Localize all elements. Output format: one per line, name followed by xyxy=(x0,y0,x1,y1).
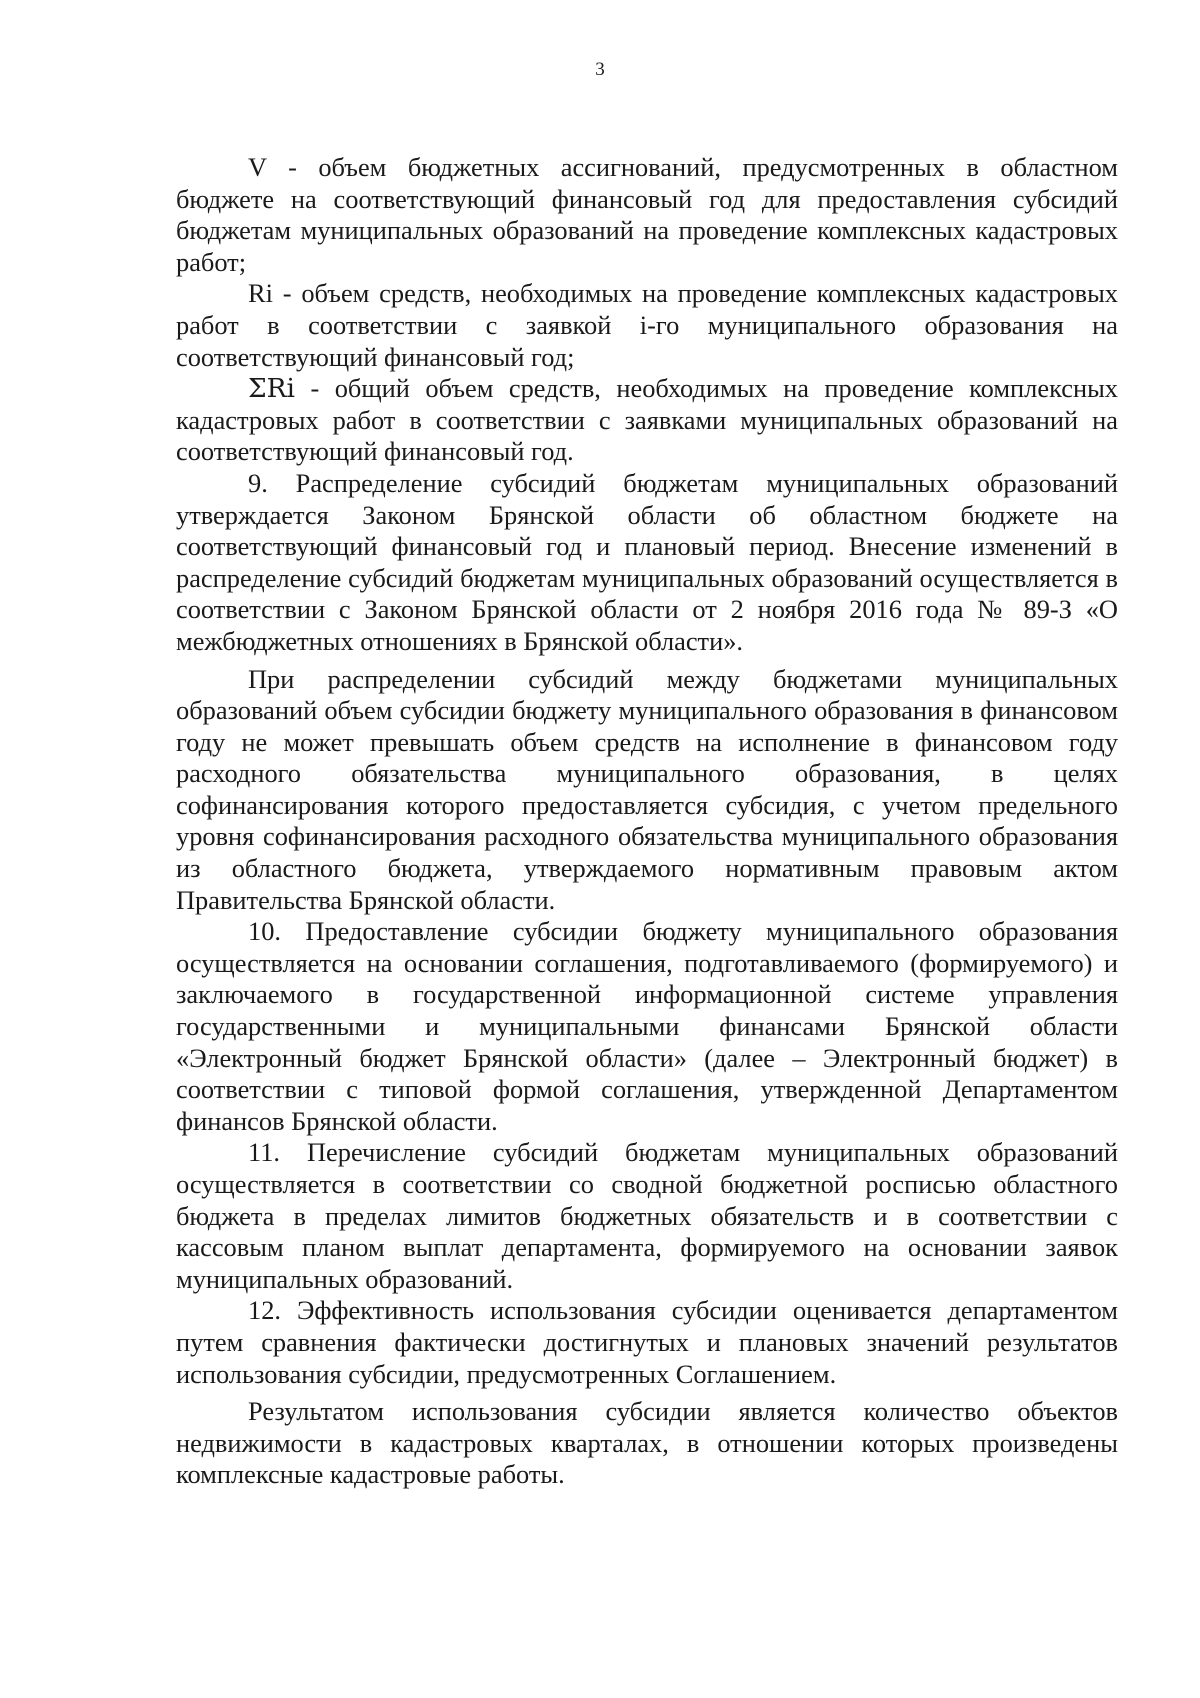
sum-ri-text: - общий объем средств, необходимых на проведение комплексных кадастровых работ в соответствии с заявками муниципальных образований на соответствующий финансовый год. xyxy=(176,373,1118,467)
paragraph-12: 12. Эффективность использования субсидии оценивается департаментом путем сравнения фактически достигнутых и плановых значений результатов использования субсидии, предусмотренных Соглашением. xyxy=(176,1295,1118,1389)
paragraph-11: 11. Перечисление субсидий бюджетам муниципальных образований осуществляется в соответствии со сводной бюджетной росписью областного бюджета в пределах лимитов бюджетных обязательств и в соответствии с кассовым планом выплат департамента, формируемого на основании заявок муниципальных образований. xyxy=(176,1137,1118,1294)
sum-ri-symbol: ΣRi xyxy=(248,373,295,405)
paragraph-v-definition: V - объем бюджетных ассигнований, предусмотренных в областном бюджете на соответствующий финансовый год для предоставления субсидий бюджетам муниципальных образований на проведение комплексных кадастровых работ; xyxy=(176,152,1118,277)
paragraph-sum-ri-definition xyxy=(176,373,1118,468)
paragraph-9: 9. Распределение субсидий бюджетам муниципальных образований утверждается Законом Брянской области об областном бюджете на соответствующий финансовый год и плановый период. Внесение изменений в распределение субсидий бюджетам муниципальных образований осуществляется в соответствии с Законом Брянской области от 2 ноября 2016 года № 89-З «О межбюджетных отношениях в Брянской области». xyxy=(176,467,1118,656)
paragraph-ri-definition: Ri - объем средств, необходимых на проведение комплексных кадастровых работ в соответствии с заявкой i-го муниципального образования на соответствующий финансовый год; xyxy=(176,278,1118,372)
document-body xyxy=(176,152,1118,1491)
paragraph-9-distribution: При распределении субсидий между бюджетами муниципальных образований объем субсидии бюджету муниципального образования в финансовом году не может превышать объем средств на исполнение в финансовом году расходного обязательства муниципального образования, в целях софинансирования которого предоставляется субсидия, с учетом предельного уровня софинансирования расходного обязательства муниципального образования из областного бюджета, утверждаемого нормативным правовым актом Правительства Брянской области. xyxy=(176,663,1118,915)
paragraph-12-result: Результатом использования субсидии является количество объектов недвижимости в кадастровых кварталах, в отношении которых произведены комплексные кадастровые работы. xyxy=(176,1396,1118,1490)
paragraph-10: 10. Предоставление субсидии бюджету муниципального образования осуществляется на основании соглашения, подготавливаемого (формируемого) и заключаемого в государственной информационной системе управления государственными и муниципальными финансами Брянской области «Электронный бюджет Брянской области» (далее – Электронный бюджет) в соответствии с типовой формой соглашения, утвержденной Департаментом финансов Брянской области. xyxy=(176,916,1118,1136)
page-number: 3 xyxy=(595,59,605,80)
